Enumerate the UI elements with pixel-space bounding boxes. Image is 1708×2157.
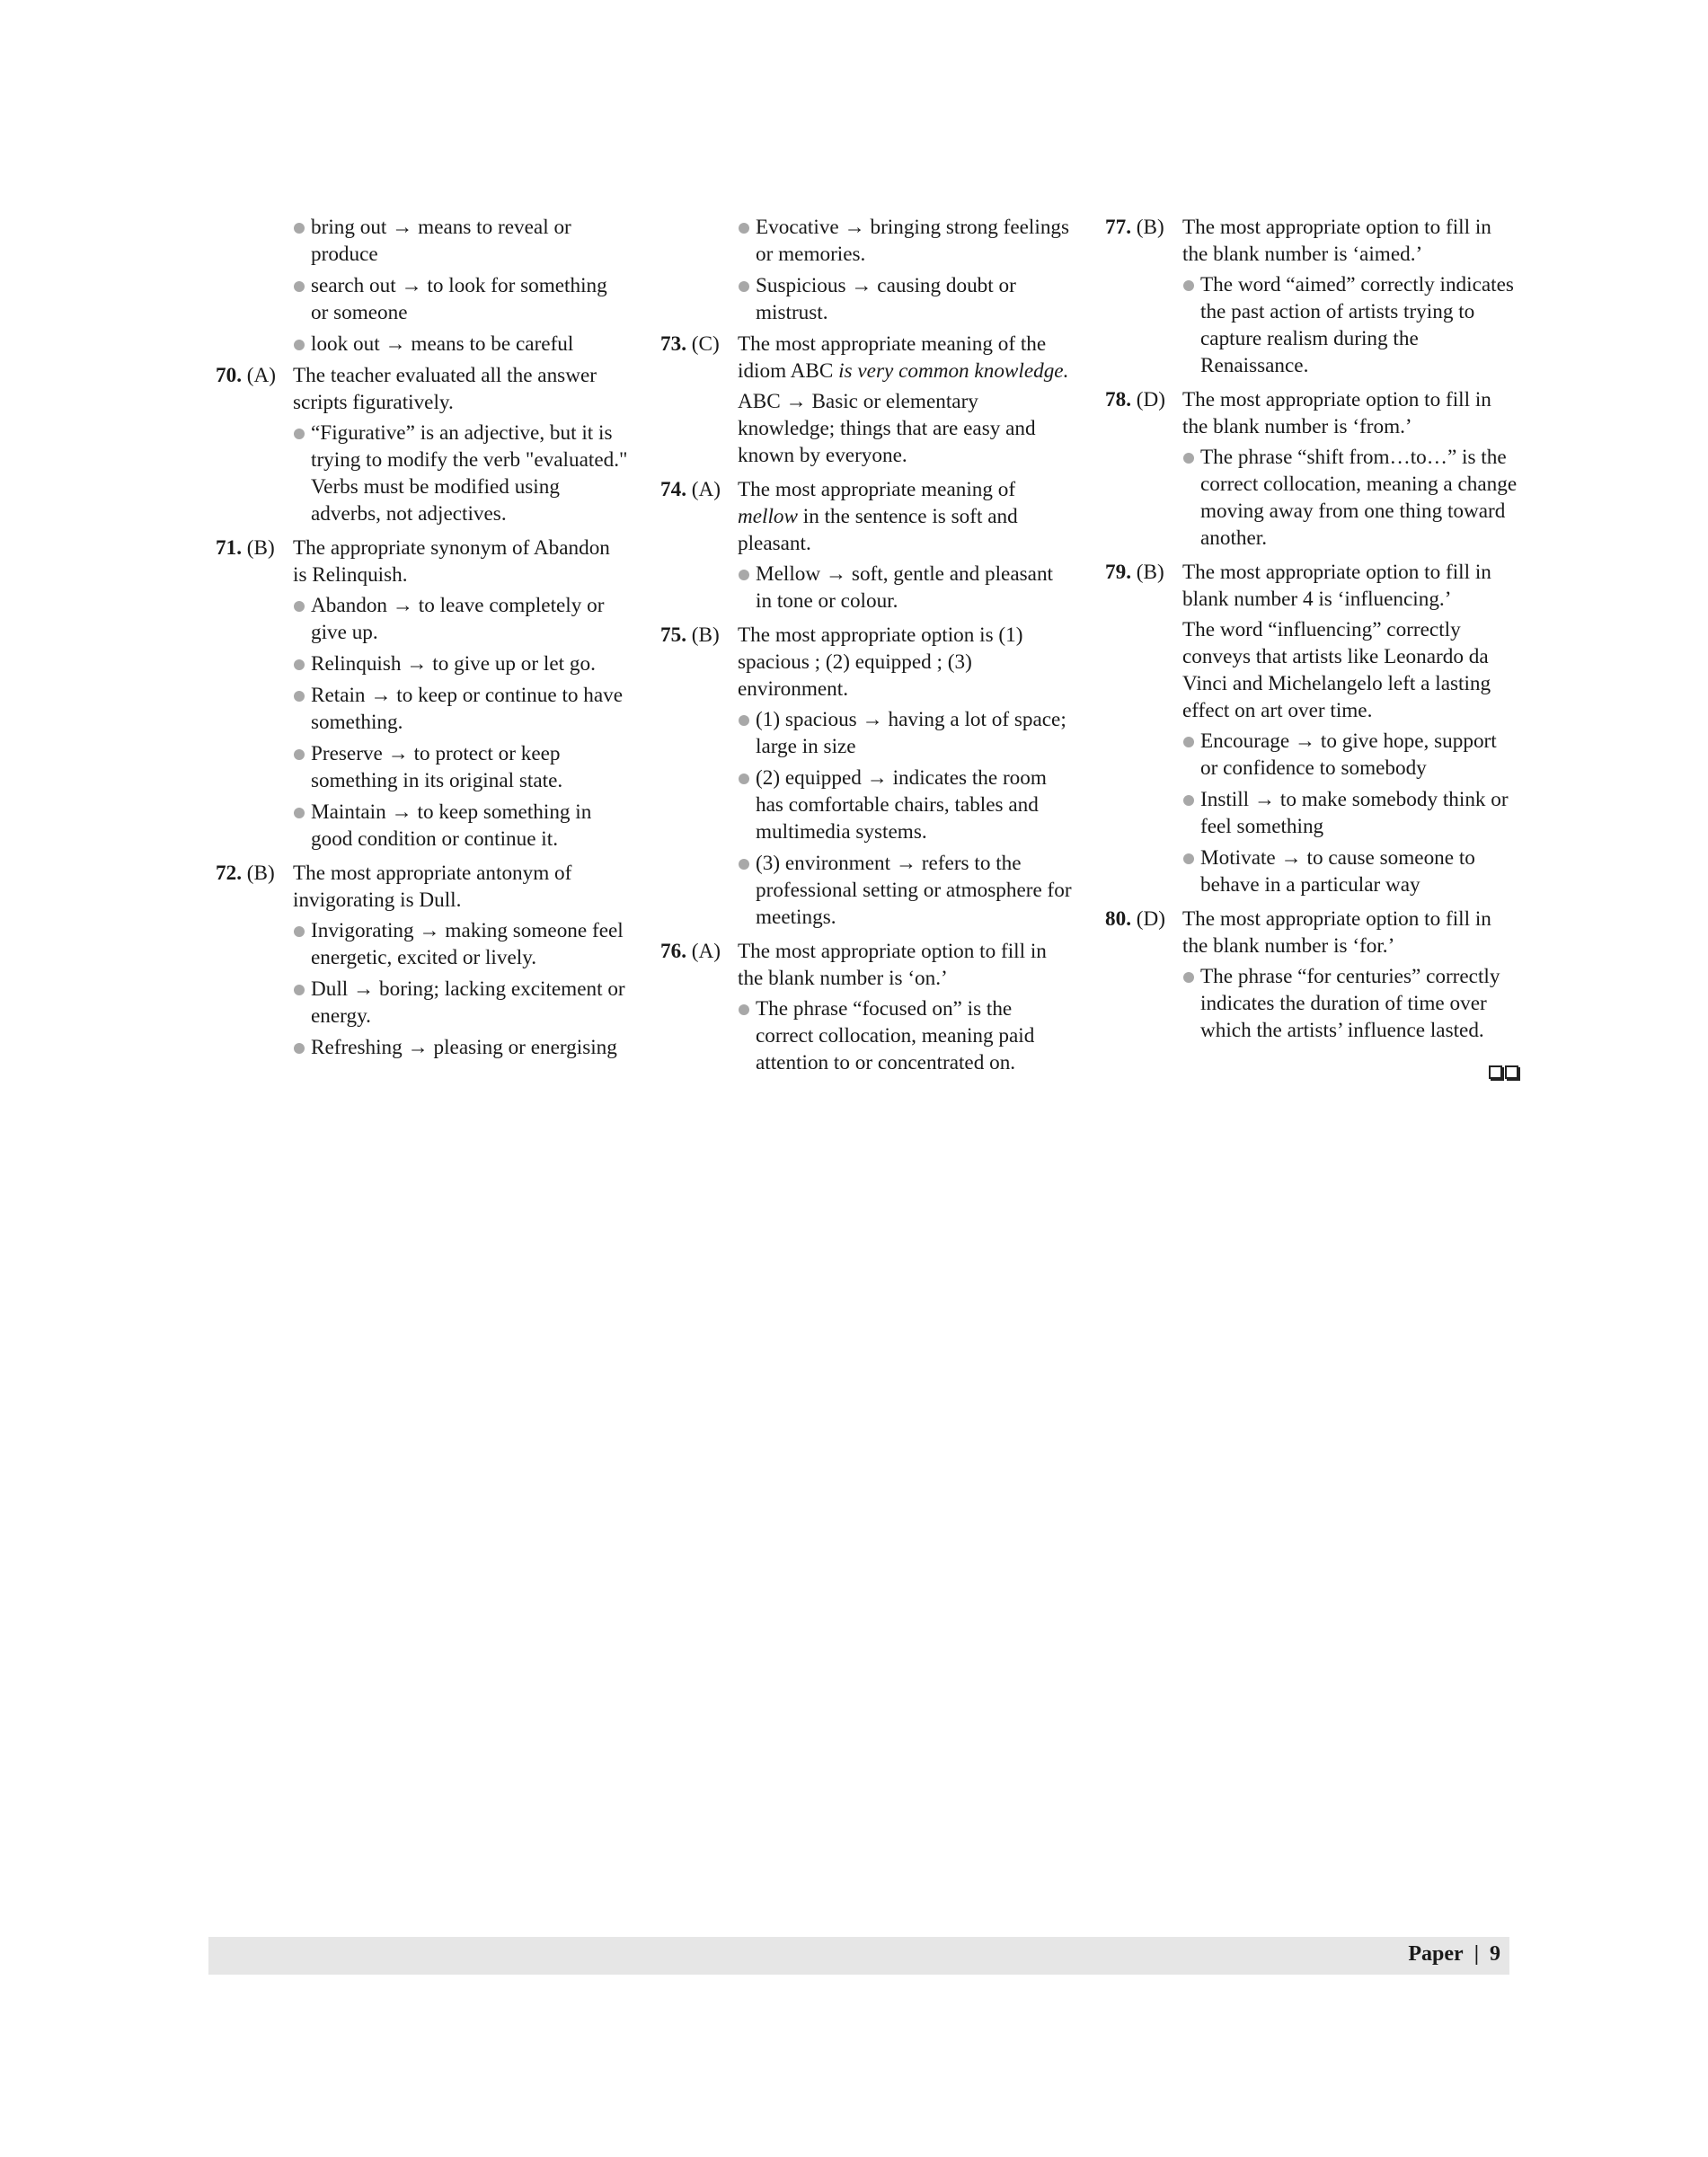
bullet-dot-icon xyxy=(739,859,749,870)
bullet-dot-icon xyxy=(1183,972,1194,983)
bullet-item xyxy=(293,1034,629,1061)
question-number: 74. xyxy=(660,478,686,501)
bullet-item xyxy=(293,976,629,1030)
bullet-list xyxy=(293,420,629,527)
bullet-list xyxy=(738,995,1074,1076)
question-number: 76. xyxy=(660,940,686,963)
bullet-text: Dull → boring; lacking excitement or energy. xyxy=(311,977,625,1028)
page-footer xyxy=(1408,1942,1500,1967)
bullet-dot-icon xyxy=(739,570,749,580)
page-number: 9 xyxy=(1490,1942,1500,1966)
bullet-text: (1) spacious → having a lot of space; large in size xyxy=(756,708,1066,758)
bullet-item xyxy=(293,214,629,268)
question-78 xyxy=(1105,386,1518,552)
bullet-dot-icon xyxy=(739,281,749,292)
bullet-dot-icon xyxy=(294,223,305,234)
bullet-item xyxy=(738,561,1074,614)
bullet-item xyxy=(1182,786,1518,840)
bullet-dot-icon xyxy=(294,1043,305,1054)
bullet-dot-icon xyxy=(294,281,305,292)
question-number: 72. xyxy=(216,862,242,885)
question-75 xyxy=(660,622,1074,931)
bullet-list xyxy=(738,706,1074,931)
bullet-text: Instill → to make somebody think or feel something xyxy=(1200,788,1509,838)
question-text: The most appropriate option is (1) spacious ; (2) equipped ; (3) environment. xyxy=(738,623,1023,701)
question-number: 71. xyxy=(216,536,242,560)
question-number: 75. xyxy=(660,623,686,647)
bullet-dot-icon xyxy=(739,715,749,726)
question-number: 79. xyxy=(1105,561,1131,584)
bullet-item xyxy=(1182,844,1518,898)
bullet-item xyxy=(738,995,1074,1076)
question-text: The most appropriate meaning of mellow in the sentence is soft and pleasant. xyxy=(738,478,1018,555)
question-text: The teacher evaluated all the answer scripts figuratively. xyxy=(293,364,597,414)
bullet-text: The phrase “shift from…to…” is the correct collocation, meaning a change moving away from one thing toward another. xyxy=(1200,446,1518,550)
bullet-dot-icon xyxy=(294,601,305,612)
column-1 xyxy=(216,214,629,1068)
explanation-text: The word “influencing” correctly conveys that artists like Leonardo da Vinci and Michelangelo left a lasting effect on art over time. xyxy=(1182,618,1491,722)
question-text: The most appropriate option to fill in the blank number is ‘for.’ xyxy=(1182,907,1491,958)
bullet-text: Encourage → to give hope, support or confidence to somebody xyxy=(1200,729,1497,780)
answer-option: (B) xyxy=(246,536,275,560)
bullet-text: The phrase “for centuries” correctly indicates the duration of time over which the artists’ influence lasted. xyxy=(1200,965,1500,1042)
question-number: 80. xyxy=(1105,907,1131,931)
question-73 xyxy=(660,331,1074,469)
bullet-dot-icon xyxy=(1183,853,1194,864)
bullet-dot-icon xyxy=(1183,453,1194,464)
answer-option: (B) xyxy=(1136,216,1164,239)
question-80 xyxy=(1105,906,1518,1044)
bullet-text: Evocative → bringing strong feelings or memories. xyxy=(756,216,1070,266)
bullet-dot-icon xyxy=(294,691,305,702)
bullet-item xyxy=(738,272,1074,326)
answer-option: (B) xyxy=(246,862,275,885)
bullet-item xyxy=(293,592,629,646)
bullet-text: Abandon → to leave completely or give up. xyxy=(311,594,605,644)
continued-bullet-list xyxy=(738,214,1074,326)
answer-option: (B) xyxy=(1136,561,1164,584)
bullet-text: Invigorating → making someone feel energetic, excited or lively. xyxy=(311,919,624,969)
bullet-item xyxy=(293,799,629,853)
bullet-text: bring out → means to reveal or produce xyxy=(311,216,571,266)
question-number: 77. xyxy=(1105,216,1131,239)
question-text: The most appropriate option to fill in the blank number is ‘aimed.’ xyxy=(1182,216,1491,266)
bullet-list xyxy=(293,917,629,1061)
bullet-item xyxy=(1182,963,1518,1044)
footer-separator: | xyxy=(1473,1942,1479,1966)
bullet-text: Relinquish → to give up or let go. xyxy=(311,652,596,676)
bullet-text: Refreshing → pleasing or energising xyxy=(311,1036,617,1059)
bullet-dot-icon xyxy=(1183,737,1194,747)
column-3 xyxy=(1105,214,1518,1051)
bullet-item xyxy=(738,850,1074,931)
question-70 xyxy=(216,362,629,527)
bullet-text: Suspicious → causing doubt or mistrust. xyxy=(756,274,1016,324)
end-mark-icon xyxy=(1489,1065,1518,1079)
bullet-item xyxy=(738,214,1074,268)
bullet-text: search out → to look for something or someone xyxy=(311,274,607,324)
bullet-text: The phrase “focused on” is the correct collocation, meaning paid attention to or concentrated on. xyxy=(756,997,1035,1074)
question-text: The most appropriate antonym of invigorating is Dull. xyxy=(293,862,572,912)
question-77 xyxy=(1105,214,1518,379)
bullet-dot-icon xyxy=(1183,280,1194,291)
question-71 xyxy=(216,535,629,853)
bullet-list xyxy=(1182,728,1518,898)
bullet-item xyxy=(293,917,629,971)
bullet-dot-icon xyxy=(1183,795,1194,806)
question-76 xyxy=(660,938,1074,1076)
bullet-dot-icon xyxy=(294,429,305,439)
bullet-item xyxy=(293,740,629,794)
question-text: The most appropriate option to fill in the blank number is ‘on.’ xyxy=(738,940,1047,990)
bullet-item xyxy=(738,765,1074,845)
question-74 xyxy=(660,476,1074,614)
question-list xyxy=(216,362,629,1061)
bullet-item xyxy=(293,650,629,677)
bullet-dot-icon xyxy=(739,223,749,234)
question-79 xyxy=(1105,559,1518,898)
question-number: 78. xyxy=(1105,388,1131,411)
answer-option: (A) xyxy=(246,364,276,387)
footer-label: Paper xyxy=(1408,1942,1464,1966)
answer-option: (D) xyxy=(1136,907,1165,931)
question-text: The most appropriate option to fill in blank number 4 is ‘influencing.’ xyxy=(1182,561,1491,611)
question-text: The most appropriate option to fill in the blank number is ‘from.’ xyxy=(1182,388,1491,438)
bullet-item xyxy=(1182,271,1518,379)
bullet-list xyxy=(1182,271,1518,379)
bullet-list xyxy=(1182,444,1518,552)
bullet-item xyxy=(1182,444,1518,552)
bullet-text: The word “aimed” correctly indicates the past action of artists trying to capture realism during the Renaissance. xyxy=(1200,273,1514,377)
bullet-text: (2) equipped → indicates the room has comfortable chairs, tables and multimedia systems. xyxy=(756,766,1047,844)
footer-bar xyxy=(208,1937,1509,1975)
answer-option: (C) xyxy=(691,332,720,356)
bullet-item xyxy=(293,331,629,358)
bullet-item xyxy=(293,682,629,736)
answer-option: (D) xyxy=(1136,388,1165,411)
column-2 xyxy=(660,214,1074,1083)
question-list xyxy=(1105,214,1518,1044)
bullet-text: Retain → to keep or continue to have something. xyxy=(311,684,624,734)
bullet-item xyxy=(738,706,1074,760)
bullet-text: (3) environment → refers to the professional setting or atmosphere for meetings. xyxy=(756,852,1072,929)
bullet-text: Preserve → to protect or keep something in its original state. xyxy=(311,742,563,792)
question-list xyxy=(660,622,1074,1076)
bullet-list xyxy=(1182,963,1518,1044)
bullet-text: Motivate → to cause someone to behave in a particular way xyxy=(1200,846,1475,897)
bullet-list xyxy=(738,561,1074,614)
bullet-item xyxy=(1182,728,1518,782)
bullet-dot-icon xyxy=(294,808,305,818)
bullet-dot-icon xyxy=(739,774,749,784)
bullet-dot-icon xyxy=(294,985,305,995)
explanation-text: ABC → Basic or elementary knowledge; things that are easy and known by everyone. xyxy=(738,390,1036,467)
bullet-item xyxy=(293,272,629,326)
bullet-dot-icon xyxy=(294,749,305,760)
bullet-dot-icon xyxy=(294,926,305,937)
bullet-text: Maintain → to keep something in good condition or continue it. xyxy=(311,800,592,851)
answer-option: (A) xyxy=(691,940,721,963)
question-text: The appropriate synonym of Abandon is Relinquish. xyxy=(293,536,610,587)
question-72 xyxy=(216,860,629,1061)
bullet-text: Mellow → soft, gentle and pleasant in tone or colour. xyxy=(756,562,1053,613)
bullet-item xyxy=(293,420,629,527)
question-number: 70. xyxy=(216,364,242,387)
bullet-dot-icon xyxy=(294,659,305,670)
answer-option: (A) xyxy=(691,478,721,501)
question-number: 73. xyxy=(660,332,686,356)
question-text: The most appropriate meaning of the idiom ABC is very common knowledge. xyxy=(738,332,1069,383)
answer-option: (B) xyxy=(691,623,720,647)
bullet-dot-icon xyxy=(739,1004,749,1015)
bullet-dot-icon xyxy=(294,340,305,350)
continued-bullet-list xyxy=(293,214,629,358)
bullet-text: “Figurative” is an adjective, but it is trying to modify the verb "evaluated." Verbs must be modified using adverbs, not adjectives. xyxy=(311,421,628,526)
bullet-text: look out → means to be careful xyxy=(311,332,574,356)
bullet-list xyxy=(293,592,629,853)
